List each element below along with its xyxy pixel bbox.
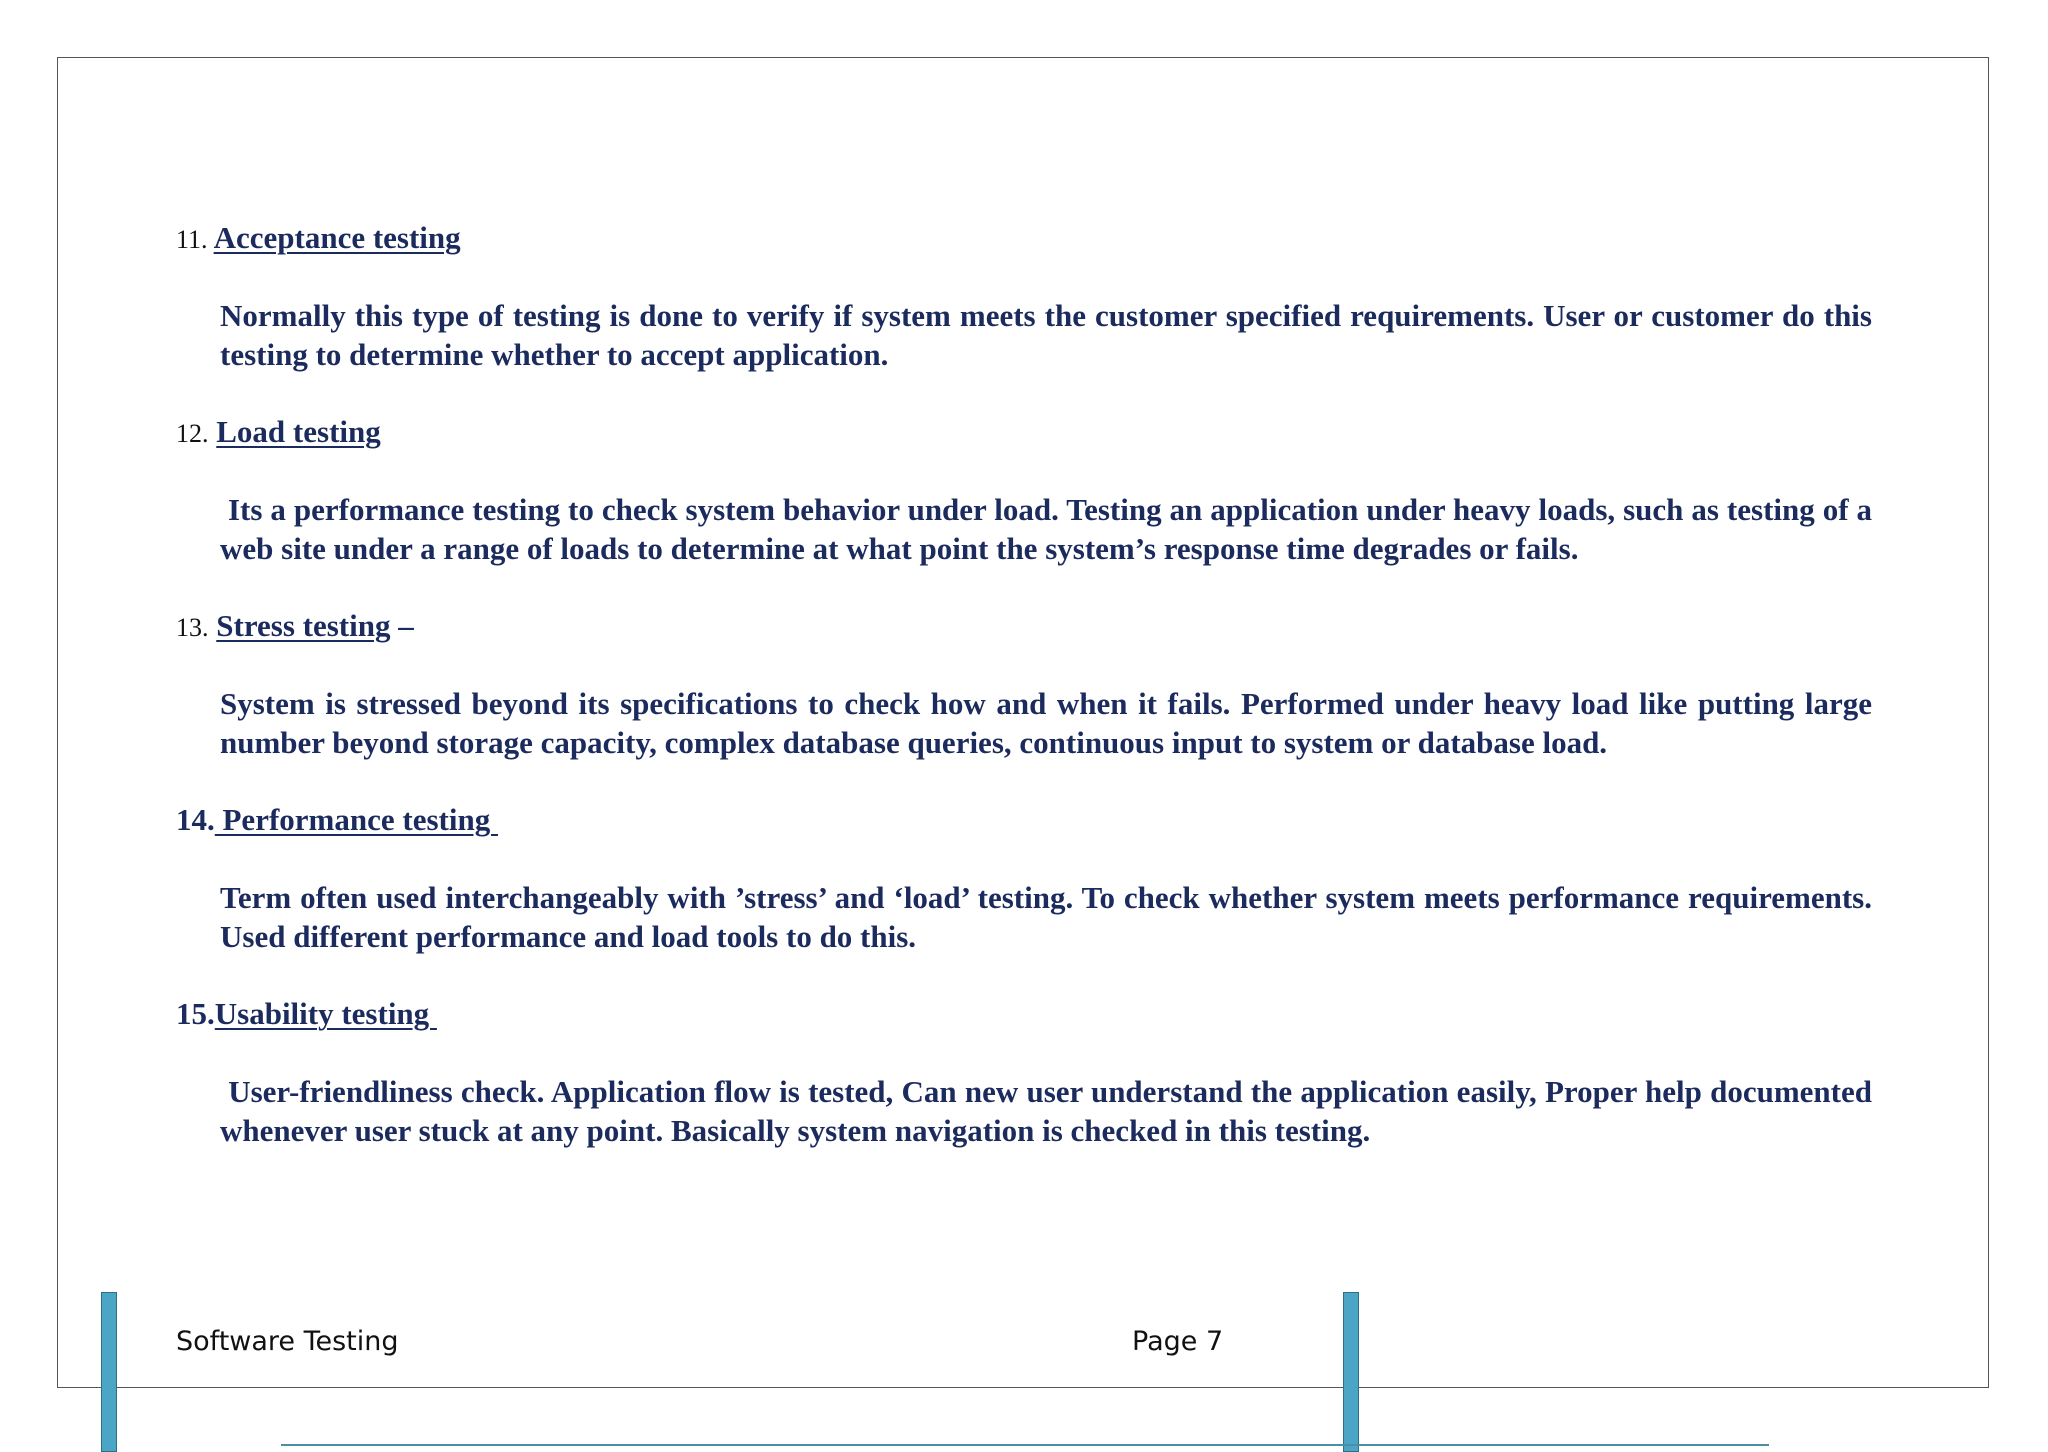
section-number: 11. xyxy=(176,225,208,254)
section-paragraph: Its a performance testing to check system behavior under load. Testing an application under heavy loads, such as testing of a web site under a range of loads to determine at what point the system’s response time degrades or fails. xyxy=(220,492,1880,566)
section-performance-testing xyxy=(176,800,1872,956)
section-heading xyxy=(176,800,1872,840)
section-title: Stress testing xyxy=(216,608,391,643)
section-paragraph: User-friendliness check. Application flow is tested, Can new user understand the application easily, Proper help documented whenever user stuck at any point. Basically system navigation is checked in this testing. xyxy=(220,1074,1880,1148)
footer-rule xyxy=(281,1444,1769,1446)
section-paragraph: System is stressed beyond its specifications to check how and when it fails. Performed under heavy load like putting large number beyond storage capacity, complex database queries, continuous input to system or database load. xyxy=(220,686,1872,760)
footer-accent-bar-right xyxy=(1343,1292,1359,1452)
section-acceptance-testing xyxy=(176,218,1872,374)
section-usability-testing xyxy=(176,994,1880,1150)
section-title: Performance testing xyxy=(214,802,498,837)
section-stress-testing xyxy=(176,606,1872,762)
section-number: 15. xyxy=(176,996,215,1031)
section-heading xyxy=(176,994,1872,1034)
section-heading xyxy=(176,606,1872,646)
section-number: 12. xyxy=(176,419,209,448)
footer-document-title: Software Testing xyxy=(176,1326,399,1357)
section-paragraph: Normally this type of testing is done to verify if system meets the customer specified requirements. User or customer do this testing to determine whether to accept application. xyxy=(220,298,1872,372)
section-heading xyxy=(176,412,1872,452)
section-heading xyxy=(176,218,1872,258)
footer-accent-bar-left xyxy=(101,1292,117,1452)
footer-page-number: Page 7 xyxy=(1132,1326,1224,1357)
section-title: Load testing xyxy=(216,414,381,449)
section-title: Acceptance testing xyxy=(213,220,461,255)
section-number: 13. xyxy=(176,613,209,642)
section-title: Usability testing xyxy=(214,996,437,1031)
section-title-suffix: – xyxy=(390,608,414,643)
section-number: 14. xyxy=(176,802,215,837)
section-paragraph: Term often used interchangeably with ’stress’ and ‘load’ testing. To check whether system meets performance requirements. Used different performance and load tools to do this. xyxy=(220,880,1872,954)
document-body xyxy=(176,218,1880,1188)
section-load-testing xyxy=(176,412,1880,568)
